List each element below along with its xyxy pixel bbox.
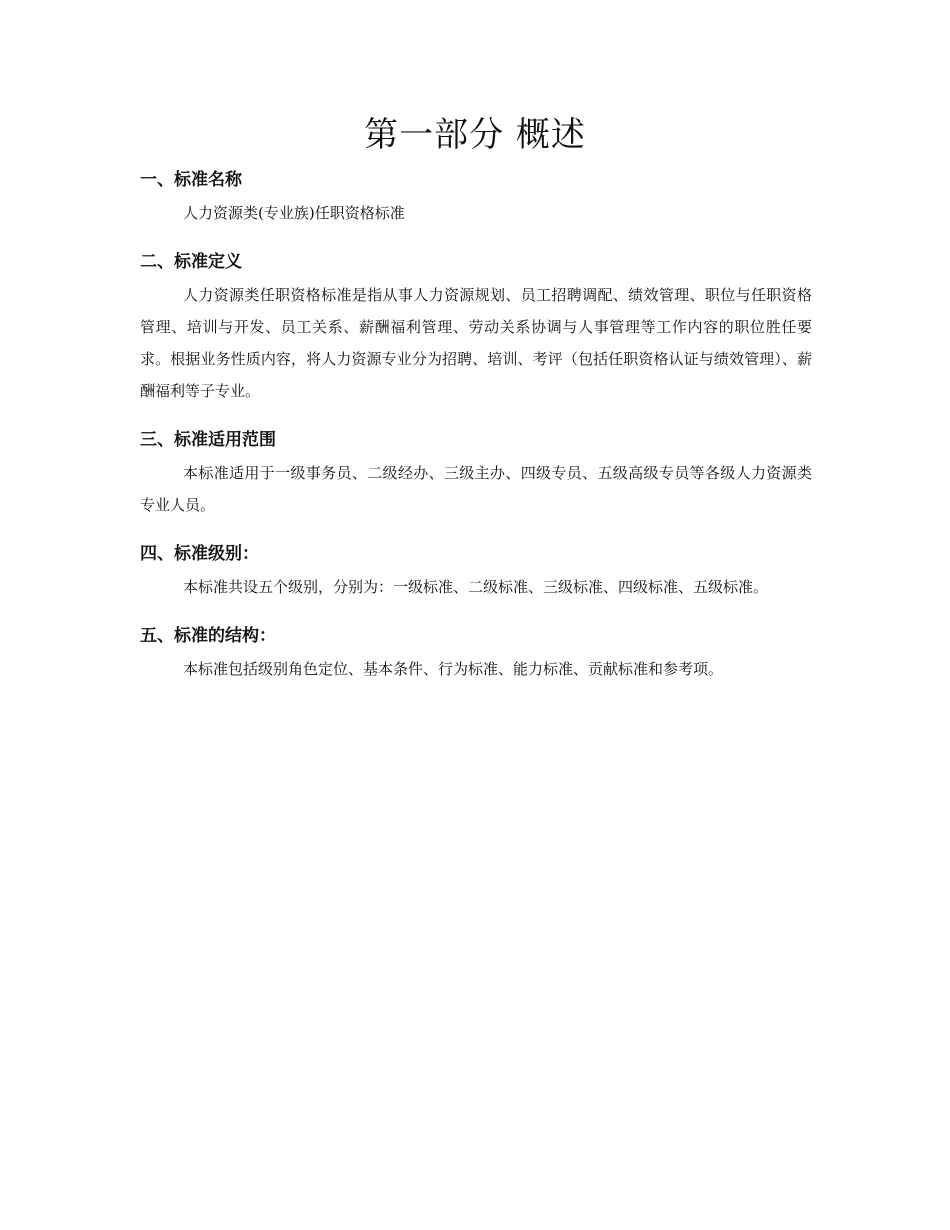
section-heading: 四、标准级别： xyxy=(140,544,259,564)
section-heading: 三、标准适用范围 xyxy=(140,430,276,450)
section-paragraph: 本标准包括级别角色定位、基本条件、行为标准、能力标准、贡献标准和参考项。 xyxy=(183,660,724,678)
section-paragraph: 人力资源类(专业族)任职资格标准 xyxy=(183,204,405,222)
page-title: 第一部分 概述 xyxy=(364,115,586,155)
section-standard-scope xyxy=(140,425,812,521)
section-heading: 一、标准名称 xyxy=(140,170,242,190)
section-gap xyxy=(140,229,812,247)
section-heading: 二、标准定义 xyxy=(140,252,242,272)
section-gap xyxy=(140,407,812,425)
section-gap xyxy=(140,603,812,621)
section-standard-structure xyxy=(140,621,812,685)
document-body xyxy=(140,165,812,685)
section-heading: 五、标准的结构： xyxy=(140,626,276,646)
section-paragraph: 本标准适用于一级事务员、二级经办、三级主办、四级专员、五级高级专员等各级人力资源类专业人员。 xyxy=(140,464,812,514)
section-standard-name xyxy=(140,165,812,229)
section-standard-levels xyxy=(140,539,812,603)
section-gap xyxy=(140,521,812,539)
section-paragraph: 本标准共设五个级别，分别为：一级标准、二级标准、三级标准、四级标准、五级标准。 xyxy=(183,578,769,596)
section-paragraph: 人力资源类任职资格标准是指从事人力资源规划、员工招聘调配、绩效管理、职位与任职资格管理、培训与开发、员工关系、薪酬福利管理、劳动关系协调与人事管理等工作内容的职位胜任要求。根据业务性质内容，将人力资源专业分为招聘、培训、考评（包括任职资格认证与绩效管理）、薪酬福利等子专业。 xyxy=(140,286,812,400)
section-standard-definition xyxy=(140,247,812,407)
